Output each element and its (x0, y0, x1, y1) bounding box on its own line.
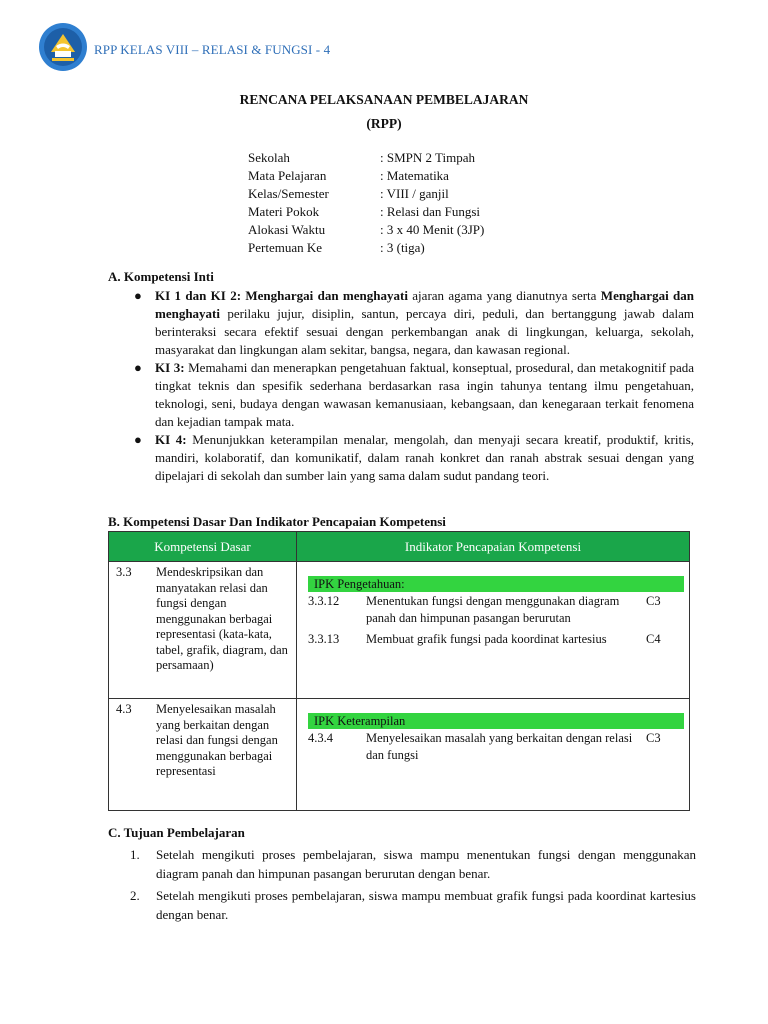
kd-number: 3.3 (116, 565, 132, 579)
list-item (134, 431, 694, 485)
goal-text: Setelah mengikuti proses pembelajaran, siswa mampu menentukan fungsi dengan menggunakan diagram panah dan himpunan pasangan berurutan dengan benar. (156, 847, 696, 881)
ipk-cell (297, 699, 690, 811)
indicator-number: 3.3.12 (308, 594, 340, 608)
indicator-text: Menyelesaikan masalah yang berkaitan dengan relasi dan fungsi (366, 731, 633, 762)
goal-number: 2. (130, 888, 140, 903)
info-row-sekolah (248, 149, 484, 167)
table-row (109, 562, 690, 699)
indicator-text: Menentukan fungsi dengan menggunakan diagram panah dan himpunan pasangan berurutan (366, 594, 620, 625)
indicator-row (308, 631, 686, 648)
info-value: : 3 x 40 Menit (3JP) (380, 222, 485, 237)
column-header-kd: Kompetensi Dasar (109, 532, 297, 562)
identity-block (248, 149, 484, 257)
info-label: Sekolah (248, 150, 290, 165)
bullet-icon: ● (134, 288, 142, 303)
document-header (38, 22, 330, 72)
info-label: Pertemuan Ke (248, 240, 323, 255)
indicator-number: 3.3.13 (308, 632, 340, 646)
tujuan-pembelajaran-list (130, 845, 696, 927)
table-row (109, 699, 690, 811)
kd-description: Menyelesaikan masalah yang berkaitan dengan relasi dan fungsi dengan menggunakan berbagai representasi (156, 702, 278, 778)
indicator-level: C3 (646, 731, 661, 745)
info-value: : Relasi dan Fungsi (380, 204, 481, 219)
ki-text: Memahami dan menerapkan pengetahuan faktual, konseptual, prosedural, dan metakognitif pada tingkat teknis dan spesifik sederhana berdasarkan rasa ingin tahunya tentang ilmu pengetahuan, teknologi, seni, budaya dengan wawasan kemanusiaan, kebangsaan, dan kenegaraan terkait fenomena dan kejadian tampak mata. (155, 360, 695, 429)
goal-number: 1. (130, 847, 140, 862)
document-subtitle: (RPP) (366, 116, 402, 131)
ki-text: ajaran agama yang dianutnya serta (407, 288, 601, 303)
kd-ipk-table (108, 531, 690, 811)
info-value: : VIII / ganjil (380, 186, 449, 201)
kompetensi-inti-list (134, 287, 694, 485)
ki-bold: KI 1 dan KI 2: Menghargai dan menghayati (155, 288, 408, 303)
tut-wuri-handayani-logo-icon (38, 22, 88, 72)
bullet-icon: ● (134, 432, 142, 447)
table-header-row (109, 532, 690, 562)
info-value: : SMPN 2 Timpah (380, 150, 476, 165)
kd-cell (109, 562, 297, 699)
bullet-icon: ● (134, 360, 142, 375)
ki-text: perilaku jujur, disiplin, santun, percaya diri, peduli, dan bertanggung jawab dalam berinteraksi secara efektif sesuai dengan perkembangan anak di lingkungan, keluarga, sekolah, masyarakat dan lingkungan alam sekitar, bangsa, negara, dan kawasan regional. (155, 306, 694, 357)
info-value: : Matematika (380, 168, 449, 183)
info-row-alokasi-waktu (248, 221, 484, 239)
ipk-category-bar: IPK Pengetahuan: (308, 576, 684, 592)
list-item (130, 886, 696, 924)
ipk-cell (297, 562, 690, 699)
indicator-row (308, 593, 686, 627)
indicator-level: C4 (646, 632, 661, 646)
section-a-heading: A. Kompetensi Inti (108, 269, 214, 284)
list-item (130, 845, 696, 883)
list-item (134, 287, 694, 359)
info-label: Kelas/Semester (248, 186, 329, 201)
info-row-pertemuan-ke (248, 239, 484, 257)
column-header-ipk: Indikator Pencapaian Kompetensi (297, 532, 690, 562)
list-item (134, 359, 694, 431)
kd-cell (109, 699, 297, 811)
indicator-text: Membuat grafik fungsi pada koordinat kartesius (366, 632, 607, 646)
goal-text: Setelah mengikuti proses pembelajaran, siswa mampu membuat grafik fungsi pada koordinat kartesius dengan benar. (156, 888, 696, 922)
info-label: Alokasi Waktu (248, 222, 326, 237)
ipk-category-bar: IPK Keterampilan (308, 713, 684, 729)
section-b-heading: B. Kompetensi Dasar Dan Indikator Pencapaian Kompetensi (108, 514, 446, 529)
info-label: Mata Pelajaran (248, 168, 327, 183)
document-title: RENCANA PELAKSANAAN PEMBELAJARAN (239, 92, 529, 107)
kd-description: Mendeskripsikan dan manyatakan relasi dan fungsi dengan menggunakan berbagai representasi (kata-kata, tabel, grafik, diagram, dan persamaan) (156, 565, 288, 672)
ki-bold: KI 3: (155, 360, 185, 375)
info-row-mata-pelajaran (248, 167, 484, 185)
ki-bold: Menghargai dan menghayati (155, 288, 694, 321)
section-c-heading: C. Tujuan Pembelajaran (108, 825, 245, 840)
ki-bold: KI 4: (155, 432, 187, 447)
info-value: : 3 (tiga) (380, 240, 425, 255)
info-row-kelas-semester (248, 185, 484, 203)
kd-number: 4.3 (116, 702, 132, 716)
header-title: RPP KELAS VIII – RELASI & FUNGSI - 4 (94, 42, 331, 57)
indicator-level: C3 (646, 594, 661, 608)
ki-text: Menunjukkan keterampilan menalar, mengolah, dan menyaji secara kreatif, produktif, kritis, mandiri, kolaboratif, dan komunikatif, dalam ranah konkret dan ranah abstrak sesuai dengan yang dipelajari di sekolah dan sumber lain yang sama dalam sudut pandang teori. (155, 432, 694, 483)
indicator-row (308, 730, 686, 764)
indicator-number: 4.3.4 (308, 731, 333, 745)
info-label: Materi Pokok (248, 204, 320, 219)
info-row-materi-pokok (248, 203, 484, 221)
